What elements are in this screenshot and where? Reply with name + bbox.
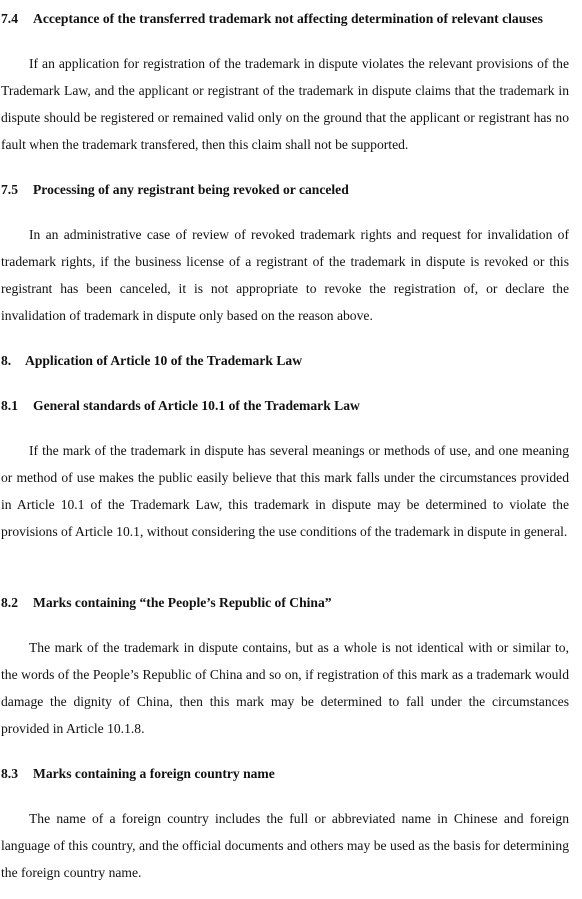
section-paragraph-7-5: In an administrative case of review of revoked trademark rights and request for invalidation of trademark rights, if the business license of a registrant of the trademark in dispute is revoked or this registrant has been canceled, it is not appropriate to revoke the registration of, or declare the invalidation of trademark in dispute only based on the reason above. bbox=[1, 227, 569, 323]
section-paragraph-7-4: If an application for registration of the trademark in dispute violates the relevant provisions of the Trademark Law, and the applicant or registrant of the trademark in dispute claims that the trademark in dispute should be registered or remained valid only on the ground that the applicant or registrant has no fault when the trademark transfered, then this claim shall not be supported. bbox=[1, 56, 569, 152]
section-title: Application of Article 10 of the Trademark Law bbox=[25, 353, 303, 368]
section-title: Marks containing “the People’s Republic of China” bbox=[33, 595, 332, 610]
section-heading-7-4 bbox=[1, 10, 543, 28]
section-number: 8.3 bbox=[1, 766, 18, 781]
section-heading-8-1 bbox=[1, 397, 360, 415]
section-heading-8-2 bbox=[1, 594, 332, 612]
section-heading-8-3 bbox=[1, 765, 275, 783]
section-title: Marks containing a foreign country name bbox=[33, 766, 275, 781]
section-paragraph-8-3: The name of a foreign country includes the full or abbreviated name in Chinese and foreign language of this country, and the official documents and others may be used as the basis for determining the foreign country name. bbox=[1, 811, 569, 880]
section-paragraph-8-2: The mark of the trademark in dispute contains, but as a whole is not identical with or similar to, the words of the People’s Republic of China and so on, if registration of this mark as a trademark would damage the dignity of China, then this mark may be determined to fall under the circumstances provided in Article 10.1.8. bbox=[1, 640, 569, 736]
section-number: 8.1 bbox=[1, 398, 18, 413]
section-title: General standards of Article 10.1 of the Trademark Law bbox=[33, 398, 360, 413]
section-paragraph-8-1: If the mark of the trademark in dispute has several meanings or methods of use, and one meaning or method of use makes the public easily believe that this mark falls under the circumstances provided in Article 10.1 of the Trademark Law, this trademark in dispute may be determined to violate the provisions of Article 10.1, without considering the use conditions of the trademark in dispute in general. bbox=[1, 443, 569, 539]
section-title: Processing of any registrant being revoked or canceled bbox=[33, 182, 349, 197]
section-number: 7.4 bbox=[1, 11, 18, 26]
section-heading-7-5 bbox=[1, 181, 349, 199]
section-heading-8 bbox=[1, 352, 302, 370]
section-title: Acceptance of the transferred trademark not affecting determination of relevant clauses bbox=[33, 11, 543, 26]
section-number: 8.2 bbox=[1, 595, 18, 610]
section-number: 7.5 bbox=[1, 182, 18, 197]
section-number: 8. bbox=[1, 353, 12, 368]
